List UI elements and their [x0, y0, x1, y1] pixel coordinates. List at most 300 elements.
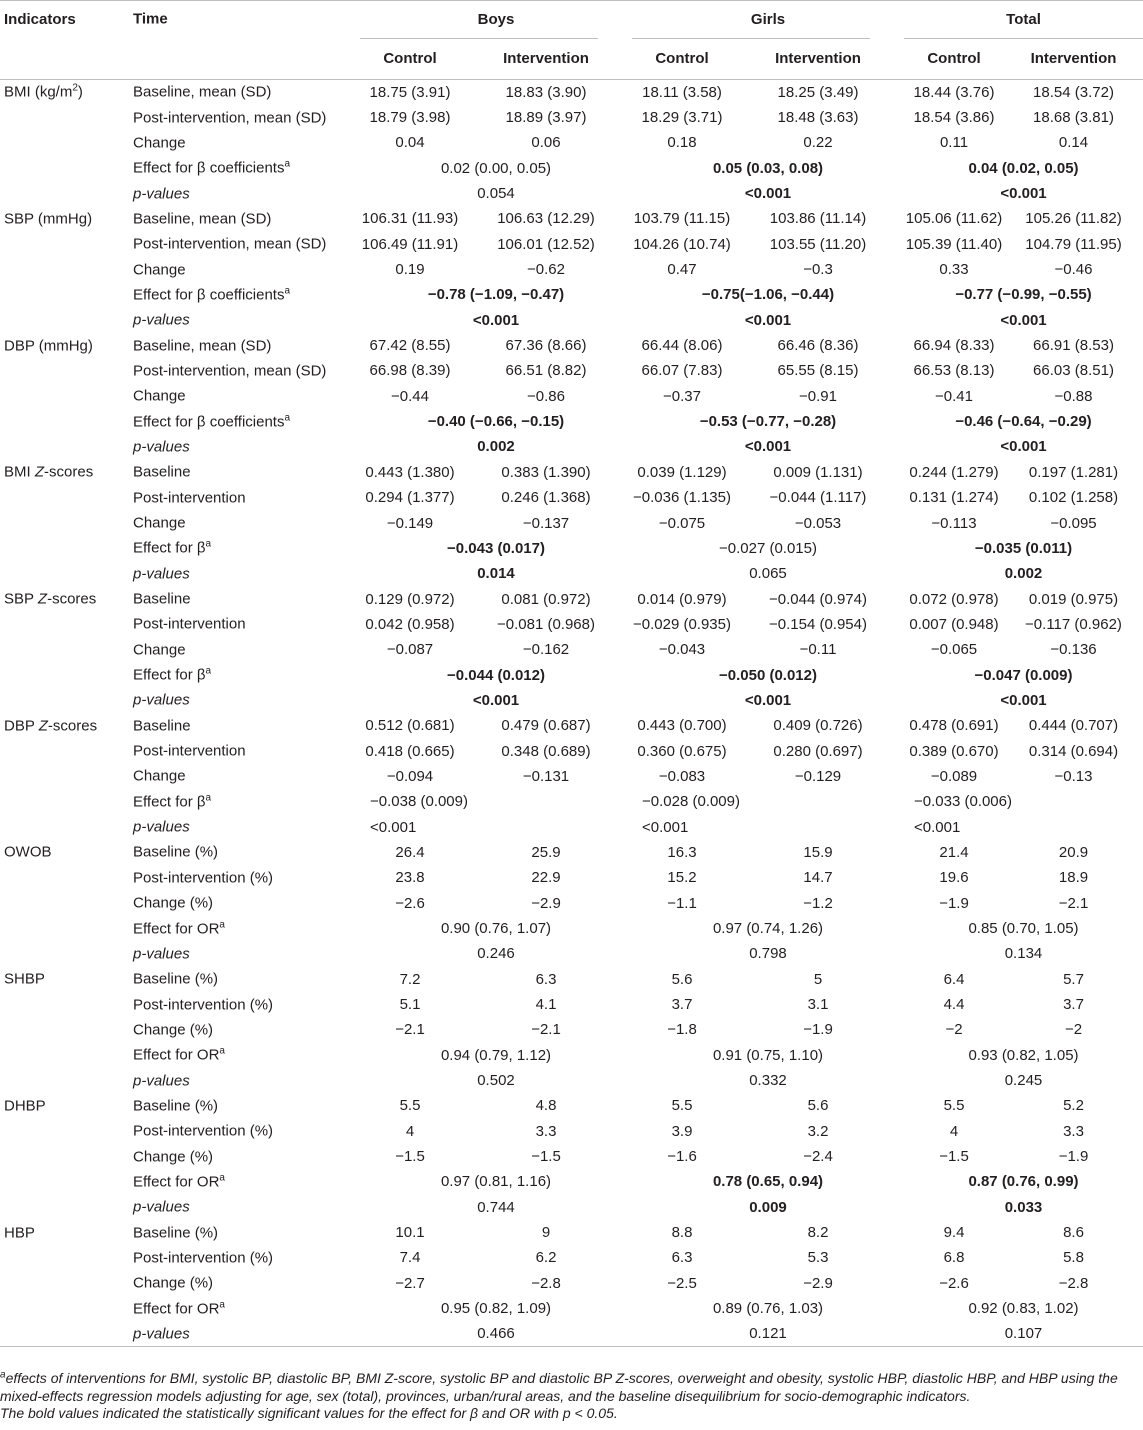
table-cell: −0.094 [386, 767, 434, 785]
table-cell: 18.9 [1058, 869, 1089, 887]
time-label [133, 667, 211, 684]
row-label-cell [0, 282, 360, 307]
table-cell: −2.1 [395, 1021, 425, 1039]
table-row [0, 536, 1143, 561]
table-cell: 0.348 (0.689) [501, 742, 591, 760]
table-cell: 0.06 [531, 134, 561, 152]
table-cell: −0.162 [522, 641, 570, 659]
group-header-girls: Girls [750, 10, 786, 28]
p-values-label [133, 1325, 190, 1342]
p-values-text: p-values [133, 565, 190, 583]
table-cell: 5.5 [943, 1097, 965, 1115]
table-cell: 0.443 (0.700) [637, 717, 727, 735]
time-superscript: a [284, 285, 291, 297]
time-text: Post-intervention, mean (SD) [133, 362, 327, 380]
p-value-cell: <0.001 [744, 691, 792, 709]
row-label-cell [0, 384, 360, 409]
table-cell: 0.246 (1.368) [501, 489, 591, 507]
table-row [0, 409, 1143, 434]
row-label-cell [0, 1195, 360, 1220]
row-label-cell [0, 637, 360, 662]
effect-cell: −0.047 (0.009) [974, 666, 1073, 684]
row-label-cell [0, 1144, 360, 1169]
table-cell: 18.44 (3.76) [913, 83, 995, 101]
table-row [0, 1321, 1143, 1346]
time-label [133, 591, 191, 608]
table-row [0, 308, 1143, 333]
p-values-text: p-values [133, 818, 190, 836]
p-value-cell: <0.001 [1000, 691, 1047, 709]
time-label [133, 1275, 213, 1292]
table-cell: 103.86 (11.14) [769, 210, 867, 228]
row-label-cell [0, 130, 360, 155]
time-text: Effect for OR [133, 1300, 220, 1318]
indicator-italic: Z [34, 463, 45, 481]
table-cell: 67.36 (8.66) [505, 337, 587, 355]
table-cell: 5.8 [1063, 1249, 1084, 1267]
table-row [0, 257, 1143, 282]
effect-cell: 0.87 (0.76, 0.99) [968, 1173, 1079, 1191]
effect-cell: −0.40 (−0.66, −0.15) [427, 413, 565, 431]
subgroup-header: Control [383, 49, 437, 67]
table-cell: 0.409 (0.726) [773, 717, 863, 735]
row-label-cell [0, 460, 360, 485]
indicator-suffix: ) [77, 83, 83, 101]
table-cell: 0.081 (0.972) [501, 590, 591, 608]
time-label [133, 84, 271, 101]
p-values-text: p-values [133, 438, 190, 456]
table-cell: −0.137 [522, 514, 570, 532]
table-cell: 18.89 (3.97) [505, 109, 587, 127]
table-cell: 3.1 [807, 996, 829, 1014]
table-cell: −1.8 [667, 1021, 697, 1039]
table-cell: 18.48 (3.63) [777, 109, 859, 127]
indicator-label [4, 717, 97, 734]
time-label [133, 210, 271, 227]
p-value-cell: <0.001 [642, 818, 689, 836]
time-label [133, 844, 218, 861]
time-label [133, 793, 211, 810]
row-label-cell [0, 1017, 360, 1042]
row-label-cell [0, 1245, 360, 1270]
time-label [133, 616, 246, 633]
row-label-cell [0, 561, 360, 586]
time-text: Change (%) [133, 1274, 214, 1292]
p-value-cell: 0.002 [477, 438, 515, 456]
table-cell: −0.131 [522, 767, 570, 785]
effect-cell: −0.043 (0.017) [447, 539, 545, 557]
table-cell: 4.4 [943, 996, 965, 1014]
row-label-cell [0, 181, 360, 206]
effect-cell: 0.91 (0.75, 1.10) [712, 1046, 824, 1064]
p-value-cell: 0.009 [749, 1198, 787, 1216]
header-row-subgroups [0, 38, 1143, 80]
time-label [133, 109, 326, 126]
table-cell: 18.83 (3.90) [505, 83, 587, 101]
table-cell: 0.14 [1058, 134, 1089, 152]
subgroup-header: Control [655, 49, 709, 67]
p-value-cell: 0.134 [1004, 945, 1043, 963]
time-text: Change (%) [133, 1148, 214, 1166]
time-text: Effect for β coefficients [133, 159, 285, 177]
group-header-boys: Boys [477, 10, 515, 28]
table-cell: 0.418 (0.665) [365, 742, 455, 760]
table-cell: 23.8 [395, 869, 425, 887]
p-value-cell: 0.798 [749, 945, 787, 963]
table-cell: 106.01 (12.52) [497, 235, 595, 253]
table-cell: 0.512 (0.681) [365, 717, 455, 735]
time-text: Post-intervention (%) [133, 1249, 274, 1267]
p-values-label [133, 1072, 190, 1089]
table-cell: 106.49 (11.91) [361, 235, 459, 253]
table-cell: 0.314 (0.694) [1028, 742, 1119, 760]
time-label [133, 641, 186, 658]
table-row [0, 156, 1143, 181]
table-cell: 0.444 (0.707) [1028, 717, 1119, 735]
table-row [0, 1043, 1143, 1068]
row-label-cell [0, 840, 360, 865]
p-value-cell: <0.001 [1000, 438, 1047, 456]
table-cell: 66.46 (8.36) [777, 337, 859, 355]
row-label-cell [0, 1119, 360, 1144]
time-superscript: a [219, 1299, 225, 1311]
time-text: Effect for OR [133, 1173, 220, 1191]
table-cell: 3.9 [671, 1122, 693, 1140]
table-cell: 25.9 [531, 843, 561, 861]
table-cell: 0.244 (1.279) [909, 463, 999, 481]
table-cell: −1.9 [1058, 1148, 1089, 1166]
row-label-cell [0, 257, 360, 282]
time-text: Post-intervention [133, 489, 246, 507]
p-value-cell: 0.466 [477, 1325, 515, 1343]
p-values-text: p-values [133, 311, 190, 329]
row-label-cell [0, 789, 360, 814]
table-cell: 104.79 (11.95) [1025, 235, 1122, 253]
table-cell: 18.68 (3.81) [1033, 109, 1114, 127]
time-text: Baseline, mean (SD) [133, 83, 272, 101]
table-cell: −1.9 [939, 894, 969, 912]
table-cell: 18.11 (3.58) [642, 83, 722, 101]
time-text: Change [133, 641, 186, 659]
table-cell: 6.4 [943, 970, 965, 988]
table-cell: 18.79 (3.98) [369, 109, 451, 127]
table-row [0, 865, 1143, 890]
time-label [133, 1224, 218, 1241]
table-cell: −1.5 [939, 1148, 969, 1166]
table-cell: 3.3 [1063, 1122, 1084, 1140]
time-text: Effect for OR [133, 1046, 220, 1064]
row-label-cell [0, 536, 360, 561]
indicator-label [4, 337, 93, 354]
table-cell: 0.479 (0.687) [501, 717, 591, 735]
table-cell: 0.443 (1.380) [365, 463, 455, 481]
time-label [133, 971, 218, 988]
table-cell: −2.9 [531, 894, 561, 912]
table-cell: −0.075 [658, 514, 706, 532]
table-row [0, 384, 1143, 409]
table-row [0, 1093, 1143, 1118]
table-cell: 0.042 (0.958) [365, 615, 455, 633]
row-label-cell [0, 941, 360, 966]
table-cell: 5.5 [671, 1097, 693, 1115]
footnote-bold-note: The bold values indicated the statistically significant values for the effect for β and OR with p < 0.05. [0, 1405, 618, 1421]
indicator-suffix: -scores [44, 463, 94, 481]
table-cell: 10.1 [395, 1224, 425, 1242]
p-value-cell: 0.002 [1004, 565, 1043, 583]
table-cell: 0.389 (0.670) [909, 742, 999, 760]
table-cell: 0.11 [939, 134, 969, 152]
table-cell: 3.3 [535, 1122, 557, 1140]
table-cell: 15.9 [803, 843, 833, 861]
table-cell: 66.53 (8.13) [913, 362, 995, 380]
table-row [0, 80, 1143, 105]
table-cell: −0.081 (0.968) [497, 615, 595, 633]
row-label-cell [0, 1169, 360, 1194]
table-cell: 9 [541, 1224, 551, 1242]
table-cell: −0.036 (1.135) [633, 489, 731, 507]
table-row [0, 358, 1143, 383]
table-cell: 20.9 [1058, 843, 1089, 861]
effect-cell: 0.78 (0.65, 0.94) [712, 1173, 824, 1191]
indicator-label [4, 844, 52, 861]
p-values-label [133, 565, 190, 582]
table-cell: 0.04 [395, 134, 425, 152]
table-row [0, 1169, 1143, 1194]
table-cell: −0.86 [527, 387, 565, 405]
table-cell: 7.4 [399, 1249, 421, 1267]
row-label-cell [0, 156, 360, 181]
table-cell: 9.4 [943, 1224, 965, 1242]
time-superscript: a [219, 919, 225, 931]
p-value-cell: 0.744 [477, 1198, 515, 1216]
indicator-suffix: -scores [47, 717, 98, 735]
indicator-label [4, 591, 96, 608]
table-cell: −0.91 [799, 387, 837, 405]
table-cell: −2.6 [395, 894, 425, 912]
time-text: Effect for β [133, 666, 206, 684]
table-row [0, 1220, 1143, 1245]
indicator-text: SHBP [4, 970, 45, 988]
table-cell: −2.6 [939, 1274, 969, 1292]
table-cell: −0.44 [391, 387, 429, 405]
p-values-text: p-values [133, 1198, 190, 1216]
p-value-cell: 0.246 [477, 945, 515, 963]
effect-cell: −0.044 (0.012) [447, 666, 545, 684]
effect-cell: 0.05 (0.03, 0.08) [712, 159, 824, 177]
effect-cell: 0.04 (0.02, 0.05) [968, 159, 1079, 177]
table-cell: −0.149 [386, 514, 434, 532]
table-row [0, 662, 1143, 687]
indicator-text: OWOB [4, 843, 52, 861]
table-cell: −1.6 [667, 1148, 697, 1166]
table-cell: 22.9 [531, 869, 561, 887]
table-cell: 16.3 [667, 843, 697, 861]
time-text: Baseline, mean (SD) [133, 210, 272, 228]
row-label-cell [0, 80, 360, 105]
effect-cell: 0.97 (0.74, 1.26) [712, 920, 824, 938]
table-cell: −0.044 (1.117) [769, 489, 867, 507]
time-label [133, 869, 273, 886]
p-values-text: p-values [133, 691, 190, 709]
p-value-cell: 0.107 [1004, 1325, 1043, 1343]
table-row [0, 764, 1143, 789]
table-cell: 5.1 [399, 996, 421, 1014]
table-cell: 0.280 (0.697) [773, 742, 863, 760]
table-cell: 0.360 (0.675) [637, 742, 727, 760]
table-cell: 66.91 (8.53) [1033, 337, 1114, 355]
p-value-cell: <0.001 [1000, 311, 1047, 329]
time-label [133, 515, 186, 532]
table-cell: 8.8 [671, 1224, 693, 1242]
table-cell: 6.3 [535, 970, 557, 988]
footnote-a-text: effects of interventions for BMI, systolic BP, diastolic BP, BMI Z-score, systolic BP and diastolic BP Z-scores, overweight and obesity, systolic HBP, diastolic HBP, and HBP using the mixed-effects regression models adjusting for age, sex (total), provinces, urban/rural areas, and the baseline disequilibrium for socio-demographic indicators. [0, 1370, 1118, 1404]
p-value-cell: <0.001 [370, 818, 417, 836]
table-cell: −0.087 [386, 641, 434, 659]
indicator-label [4, 464, 93, 481]
table-cell: 6.3 [671, 1249, 693, 1267]
table-cell: 66.03 (8.51) [1033, 362, 1114, 380]
table-cell: 7.2 [399, 970, 421, 988]
table-row [0, 738, 1143, 763]
indicator-superscript: 2 [72, 82, 78, 94]
time-label [133, 464, 191, 481]
time-label [133, 413, 290, 430]
row-label-cell [0, 105, 360, 130]
table-cell: 5.2 [1063, 1097, 1084, 1115]
table-row [0, 1296, 1143, 1321]
time-text: Effect for β coefficients [133, 413, 285, 431]
row-label-cell [0, 1043, 360, 1068]
time-label [133, 160, 290, 177]
table-cell: 18.75 (3.91) [369, 83, 451, 101]
table-row [0, 814, 1143, 839]
table-row [0, 282, 1143, 307]
effect-cell: −0.46 (−0.64, −0.29) [955, 413, 1092, 431]
table-cell: −1.5 [395, 1148, 425, 1166]
table-cell: 14.7 [803, 869, 833, 887]
indicator-label [4, 1097, 46, 1114]
table-cell: 0.18 [667, 134, 697, 152]
table-cell: −2 [1064, 1021, 1083, 1039]
time-header: Time [133, 10, 168, 28]
p-value-cell: 0.245 [1004, 1072, 1043, 1090]
table-cell: 15.2 [667, 869, 697, 887]
table-cell: 5.6 [671, 970, 693, 988]
table-cell: −0.154 (0.954) [769, 615, 867, 633]
table-cell: −2.9 [803, 1274, 833, 1292]
time-text: Post-intervention [133, 615, 246, 633]
table-cell: 0.102 (1.258) [1028, 489, 1119, 507]
time-superscript: a [284, 158, 291, 170]
indicator-text: HBP [4, 1224, 35, 1242]
table-row [0, 105, 1143, 130]
row-label-cell [0, 232, 360, 257]
table-row [0, 1119, 1143, 1144]
time-superscript: a [205, 792, 212, 804]
table-cell: 0.014 (0.979) [637, 590, 727, 608]
table-cell: 0.383 (1.390) [501, 463, 591, 481]
effect-cell: 0.94 (0.79, 1.12) [440, 1046, 552, 1064]
table-cell: −0.37 [663, 387, 701, 405]
row-label-cell [0, 992, 360, 1017]
table-row [0, 967, 1143, 992]
effect-cell: −0.77 (−0.99, −0.55) [955, 286, 1092, 304]
effect-cell: −0.53 (−0.77, −0.28) [699, 413, 837, 431]
table-cell: −0.13 [1054, 767, 1093, 785]
group-header-total: Total [1006, 10, 1041, 28]
table-cell: 66.44 (8.06) [641, 337, 723, 355]
time-text: Effect for β [133, 793, 206, 811]
time-label [133, 134, 186, 151]
time-text: Effect for β coefficients [133, 286, 285, 304]
p-values-label [133, 438, 190, 455]
table-cell: 3.2 [807, 1122, 829, 1140]
p-values-label [133, 185, 190, 202]
row-label-cell [0, 409, 360, 434]
p-values-text: p-values [133, 1325, 190, 1343]
table-row [0, 612, 1143, 637]
table-cell: −0.41 [935, 387, 973, 405]
effect-cell: −0.050 (0.012) [719, 666, 817, 684]
p-value-cell: <0.001 [472, 311, 520, 329]
row-label-cell [0, 713, 360, 738]
table-row [0, 232, 1143, 257]
table-cell: −2.5 [667, 1274, 697, 1292]
table-cell: 21.4 [939, 843, 969, 861]
row-label-cell [0, 206, 360, 231]
table-cell: −1.5 [531, 1148, 561, 1166]
row-label-cell [0, 1093, 360, 1118]
effect-cell: −0.028 (0.009) [642, 793, 740, 811]
table-footnotes [0, 1370, 1143, 1423]
table-cell: −2.7 [395, 1274, 425, 1292]
table-row [0, 840, 1143, 865]
table-row [0, 460, 1143, 485]
table-cell: −0.083 [658, 767, 706, 785]
table-cell: 8.6 [1063, 1224, 1084, 1242]
time-label [133, 261, 186, 278]
time-text: Change (%) [133, 894, 214, 912]
table-cell: 0.019 (0.975) [1028, 590, 1119, 608]
effect-cell: −0.035 (0.011) [974, 539, 1073, 557]
p-value-cell: 0.065 [749, 565, 787, 583]
table-cell: 106.63 (12.29) [497, 210, 595, 228]
table-cell: 0.039 (1.129) [637, 463, 727, 481]
row-label-cell [0, 1296, 360, 1321]
table-cell: 103.55 (11.20) [769, 235, 867, 253]
table-row [0, 789, 1143, 814]
table-cell: 0.294 (1.377) [365, 489, 455, 507]
table-cell: −0.065 [930, 641, 978, 659]
time-label [133, 1148, 213, 1165]
p-value-cell: <0.001 [744, 438, 792, 456]
row-label-cell [0, 586, 360, 611]
indicator-italic: Z [38, 717, 48, 735]
table-cell: 0.009 (1.131) [773, 463, 863, 481]
indicators-header-text: Indicators [4, 10, 76, 28]
time-text: Baseline (%) [133, 970, 219, 988]
p-values-text: p-values [133, 945, 190, 963]
header-row-groups [0, 1, 1143, 38]
table-cell: 4 [949, 1122, 959, 1140]
p-values-label [133, 1199, 190, 1216]
table-cell: −0.62 [527, 261, 565, 279]
table-cell: −0.117 (0.962) [1025, 615, 1122, 633]
row-label-cell [0, 764, 360, 789]
table-cell: −0.043 [658, 641, 706, 659]
effect-cell: 0.93 (0.82, 1.05) [968, 1046, 1079, 1064]
table-row [0, 637, 1143, 662]
